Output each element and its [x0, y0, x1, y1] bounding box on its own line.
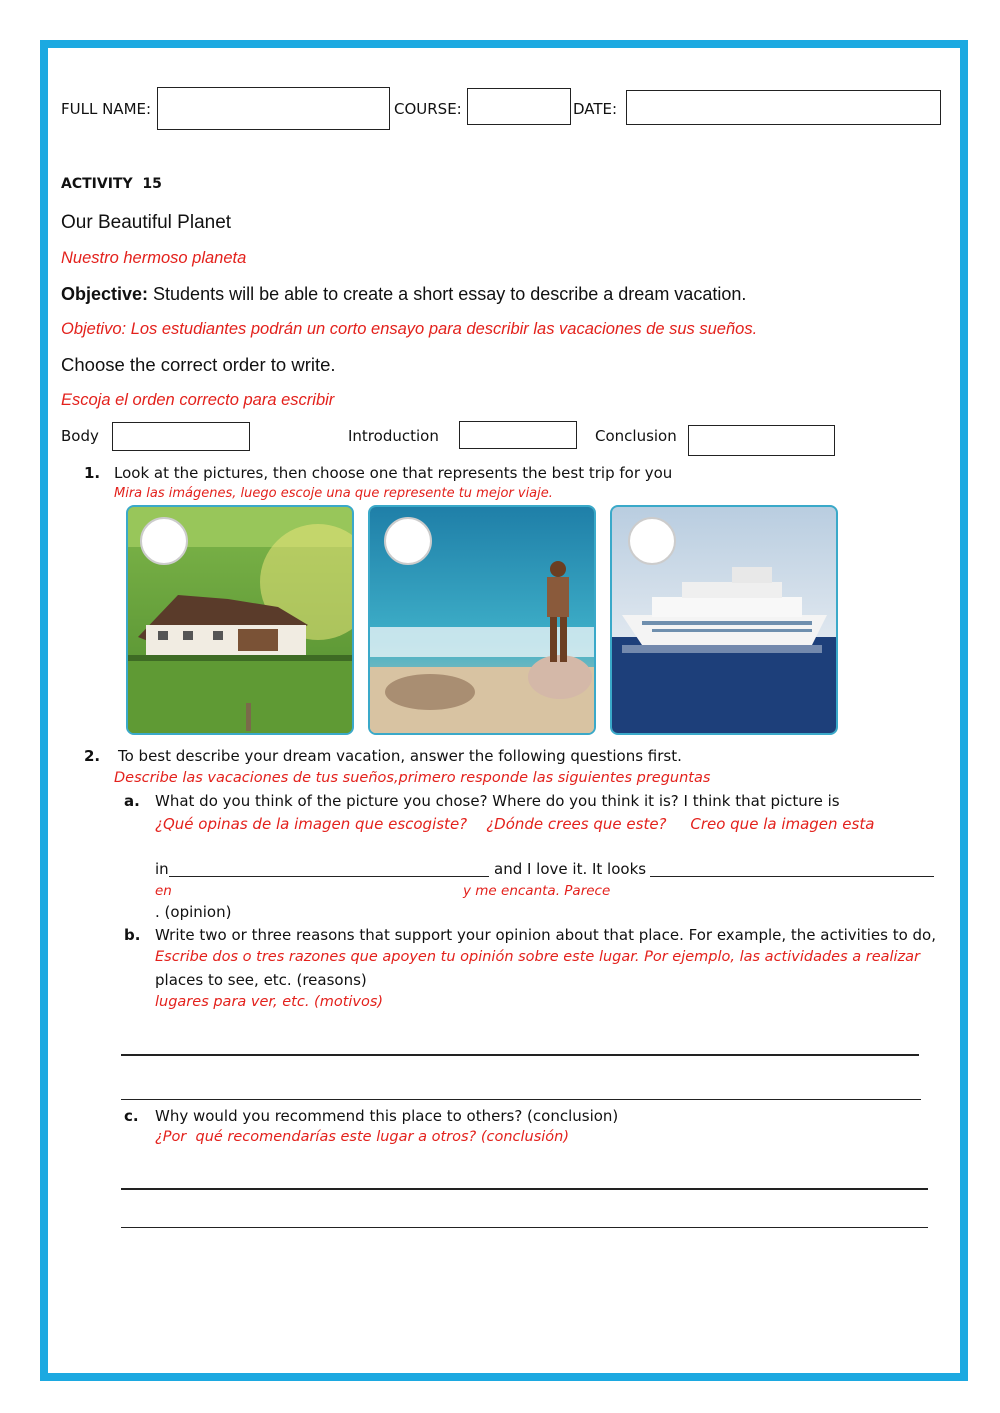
- full-name-label: FULL NAME:: [61, 100, 152, 118]
- activity-label: ACTIVITY 15: [61, 176, 162, 192]
- q2a-text-es: ¿Qué opinas de la imagen que escogiste? ¿Dónde crees que este? Creo que la imagen esta: [155, 815, 875, 833]
- q2-number: 2.: [84, 747, 101, 765]
- q2b-letter: b.: [124, 926, 141, 944]
- date-label: DATE:: [573, 100, 618, 118]
- q2a-encanta-label: y me encanta. Parece: [463, 883, 611, 899]
- q2b-answer-line-2[interactable]: [121, 1099, 921, 1100]
- q1-text: Look at the pictures, then choose one that represents the best trip for you: [114, 464, 673, 482]
- course-field[interactable]: [467, 88, 571, 125]
- q2c-text: Why would you recommend this place to others? (conclusion): [155, 1107, 619, 1125]
- q2a-text: What do you think of the picture you chose? Where do you think it is? I think that picture is: [155, 792, 840, 810]
- q2b-answer-line-1[interactable]: [121, 1054, 919, 1056]
- q2a-love-label: and I love it. It looks: [494, 860, 647, 878]
- q2-text: To best describe your dream vacation, answer the following questions first.: [118, 747, 682, 765]
- q2a-en-label: en: [155, 883, 172, 899]
- q2a-in-label: in: [155, 860, 169, 878]
- q2a-blank-1[interactable]: [169, 876, 489, 877]
- body-label: Body: [61, 427, 99, 445]
- full-name-field[interactable]: [157, 87, 390, 130]
- conclusion-order-field[interactable]: [688, 425, 835, 456]
- activity-title: Our Beautiful Planet: [61, 212, 232, 233]
- q2c-text-es: ¿Por qué recomendarías este lugar a otros? (conclusión): [155, 1129, 570, 1145]
- instruction-es: Escoja el orden correcto para escribir: [61, 391, 335, 409]
- introduction-order-field[interactable]: [459, 421, 577, 449]
- q2b-text2-es: lugares para ver, etc. (motivos): [155, 994, 384, 1010]
- q1-text-es: Mira las imágenes, luego escoje una que represente tu mejor viaje.: [114, 486, 553, 501]
- objective-text: Students will be able to create a short essay to describe a dream vacation.: [148, 284, 747, 304]
- farmhouse-picture[interactable]: [126, 505, 354, 735]
- q2b-text2: places to see, etc. (reasons): [155, 971, 367, 989]
- q2b-text: Write two or three reasons that support your opinion about that place. For example, the activities to do,: [155, 926, 936, 944]
- body-order-field[interactable]: [112, 422, 250, 451]
- q2b-text-es: Escribe dos o tres razones que apoyen tu opinión sobre este lugar. Por ejemplo, las actividades a realizar: [155, 949, 921, 965]
- q2a-blank-2[interactable]: [650, 876, 934, 877]
- select-circle-1[interactable]: [140, 517, 188, 565]
- q2c-answer-line-2[interactable]: [121, 1227, 928, 1228]
- date-field[interactable]: [626, 90, 941, 125]
- q2-text-es: Describe las vacaciones de tus sueños,primero responde las siguientes preguntas: [114, 770, 711, 786]
- q2c-answer-line-1[interactable]: [121, 1188, 928, 1190]
- course-label: COURSE:: [394, 100, 462, 118]
- q1-number: 1.: [84, 464, 101, 482]
- cruise-ship-picture[interactable]: [610, 505, 838, 735]
- objective-label: Objective:: [61, 284, 149, 304]
- q2a-letter: a.: [124, 792, 140, 810]
- activity-title-es: Nuestro hermoso planeta: [61, 249, 247, 267]
- beach-picture[interactable]: [368, 505, 596, 735]
- introduction-label: Introduction: [348, 427, 439, 445]
- select-circle-3[interactable]: [628, 517, 676, 565]
- instruction: Choose the correct order to write.: [61, 354, 336, 375]
- select-circle-2[interactable]: [384, 517, 432, 565]
- q2a-opinion-label: . (opinion): [155, 903, 232, 921]
- objective: [61, 284, 746, 305]
- conclusion-label: Conclusion: [595, 427, 677, 445]
- q2c-letter: c.: [124, 1107, 139, 1125]
- objective-es: Objetivo: Los estudiantes podrán un corto ensayo para describir las vacaciones de sus sueños.: [61, 320, 758, 338]
